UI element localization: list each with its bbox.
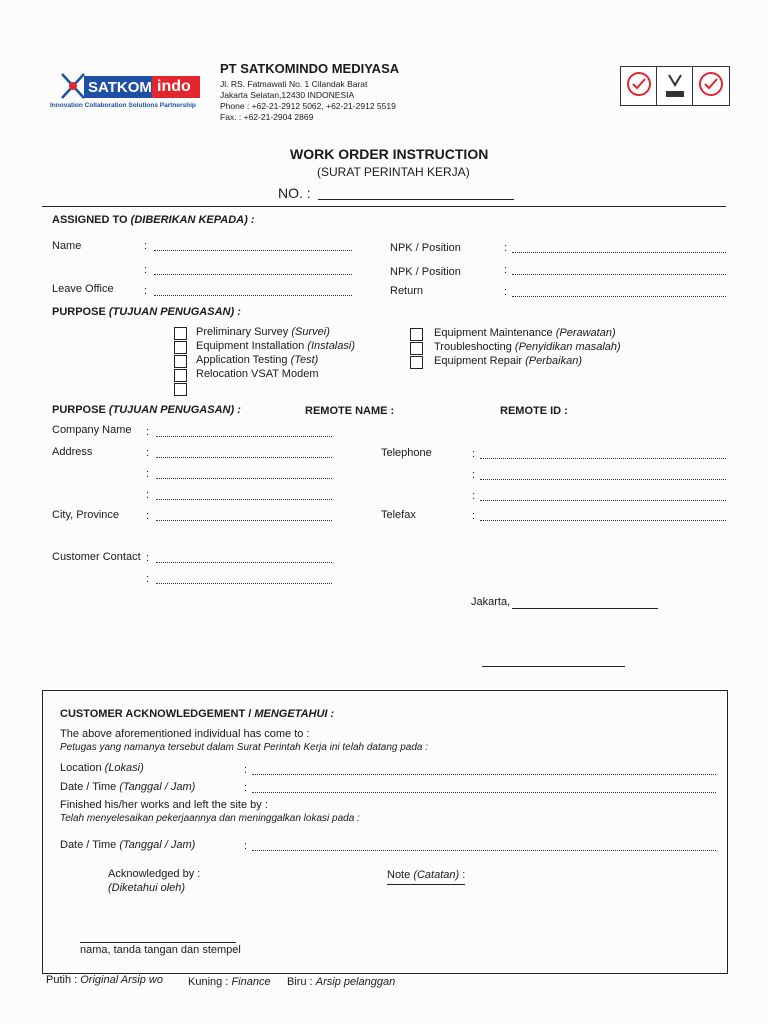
- npk-position-label-2: NPK / Position: [390, 266, 461, 278]
- header-divider: [42, 206, 726, 207]
- option-preliminary-survey: Preliminary Survey (Survei): [196, 326, 330, 338]
- npk-position-label: NPK / Position: [390, 242, 461, 254]
- telefax-field[interactable]: [480, 520, 726, 521]
- logo-text-indo: indo: [157, 78, 191, 95]
- npk-position-field[interactable]: [512, 252, 726, 253]
- telephone-field-3[interactable]: [480, 500, 726, 501]
- checkbox-application-testing[interactable]: [174, 355, 187, 368]
- date-time-label: Date / Time (Tanggal / Jam): [60, 781, 196, 793]
- company-name-label: Company Name: [52, 424, 132, 436]
- checkbox-troubleshooting[interactable]: [410, 342, 423, 355]
- form-number-label: NO. :: [278, 185, 311, 201]
- company-name-field[interactable]: [156, 436, 332, 437]
- ukas-logo: [656, 66, 694, 106]
- address-line-2: Jakarta Selatan,12430 INDONESIA: [220, 90, 355, 100]
- ack-line-1: The above aforementioned individual has come to :: [60, 728, 310, 740]
- checkbox-preliminary-survey[interactable]: [174, 327, 187, 340]
- purpose-heading-2: PURPOSE (TUJUAN PENUGASAN) :: [52, 404, 241, 416]
- acknowledged-by-label: Acknowledged by :: [108, 868, 201, 880]
- customer-contact-label: Customer Contact: [52, 551, 141, 563]
- option-application-testing: Application Testing (Test): [196, 354, 319, 366]
- form-subtitle: (SURAT PERINTAH KERJA): [317, 165, 470, 179]
- name-label: Name: [52, 240, 82, 252]
- finished-label: Finished his/her works and left the site by :: [60, 799, 268, 811]
- stamp-signature-label: nama, tanda tangan dan stempel: [80, 944, 241, 956]
- finished-translation: Telah menyelesaikan pekerjaannya dan meninggalkan lokasi pada :: [60, 813, 360, 824]
- date-time-field[interactable]: [252, 792, 716, 793]
- copy-yellow-note: Kuning : Finance: [188, 976, 271, 988]
- logo-text: SATKOM: [88, 79, 152, 96]
- form-number-field[interactable]: [318, 199, 514, 200]
- customer-contact-field-1[interactable]: [156, 562, 332, 563]
- date-time-label-2: Date / Time (Tanggal / Jam): [60, 839, 196, 851]
- name-field[interactable]: [154, 250, 352, 251]
- note-label: Note (Catatan) :: [387, 869, 465, 885]
- remote-name-label: REMOTE NAME :: [305, 405, 395, 417]
- assigned-heading: ASSIGNED TO (DIBERIKAN KEPADA) :: [52, 214, 255, 226]
- leave-office-field[interactable]: [154, 295, 352, 296]
- ack-heading: CUSTOMER ACKNOWLEDGEMENT / MENGETAHUI :: [60, 708, 335, 720]
- address-label: Address: [52, 446, 93, 458]
- name-field-2[interactable]: [154, 274, 352, 275]
- fax-line: Fax. : +62-21-2904 2869: [220, 112, 314, 122]
- phone-line: Phone : +62-21-2912 5062, +62-21-2912 5519: [220, 101, 396, 111]
- form-title: WORK ORDER INSTRUCTION: [290, 146, 489, 162]
- certification-logo-2: [692, 66, 730, 106]
- address-field-2[interactable]: [156, 478, 332, 479]
- address-line-1: Jl. RS. Fatmawati No. 1 Cilandak Barat: [220, 79, 368, 89]
- option-equipment-maintenance: Equipment Maintenance (Perawatan): [434, 327, 616, 339]
- npk-position-field-2[interactable]: [512, 274, 726, 275]
- checkbox-relocation-vsat[interactable]: [174, 369, 187, 382]
- telephone-label: Telephone: [381, 447, 432, 459]
- address-field-3[interactable]: [156, 499, 332, 500]
- telephone-field-2[interactable]: [480, 479, 726, 480]
- acknowledged-by-translation: (Diketahui oleh): [108, 882, 186, 894]
- telephone-field-1[interactable]: [480, 458, 726, 459]
- location-field[interactable]: [252, 774, 716, 775]
- address-field-1[interactable]: [156, 457, 332, 458]
- signature-line[interactable]: [482, 666, 625, 667]
- copy-blue-note: Biru : Arsip pelanggan: [287, 976, 396, 988]
- location-label: Location (Lokasi): [60, 762, 144, 774]
- option-troubleshooting: Troubleshocting (Penyidikan masalah): [434, 341, 621, 353]
- option-relocation-vsat: Relocation VSAT Modem: [196, 368, 319, 380]
- place-label: Jakarta,: [471, 596, 511, 608]
- copy-white-note: Putih : Original Arsip wo: [46, 974, 163, 986]
- purpose-heading: PURPOSE (TUJUAN PENUGASAN) :: [52, 306, 241, 318]
- remote-id-label: REMOTE ID :: [500, 405, 568, 417]
- option-equipment-repair: Equipment Repair (Perbaikan): [434, 355, 582, 367]
- checkbox-equipment-installation[interactable]: [174, 341, 187, 354]
- checkbox-other[interactable]: [174, 383, 187, 396]
- certification-logo: [620, 66, 658, 106]
- city-province-label: City, Province: [52, 509, 120, 521]
- ack-line-1-translation: Petugas yang namanya tersebut dalam Surat Perintah Kerja ini telah datang pada :: [60, 742, 429, 753]
- date-time-field-2[interactable]: [252, 850, 716, 851]
- company-name: PT SATKOMINDO MEDIYASA: [220, 61, 400, 76]
- return-label: Return: [390, 285, 424, 297]
- telefax-label: Telefax: [381, 509, 416, 521]
- customer-contact-field-2[interactable]: [156, 583, 332, 584]
- option-equipment-installation: Equipment Installation (Instalasi): [196, 340, 355, 352]
- city-province-field[interactable]: [156, 520, 332, 521]
- checkbox-equipment-repair[interactable]: [410, 356, 423, 369]
- leave-office-label: Leave Office: [52, 283, 114, 295]
- stamp-signature-line[interactable]: [80, 942, 236, 943]
- date-field[interactable]: [512, 608, 658, 609]
- return-field[interactable]: [512, 296, 726, 297]
- checkbox-equipment-maintenance[interactable]: [410, 328, 423, 341]
- logo-tagline: Innovation Collaboration Solutions Partnership: [50, 102, 196, 109]
